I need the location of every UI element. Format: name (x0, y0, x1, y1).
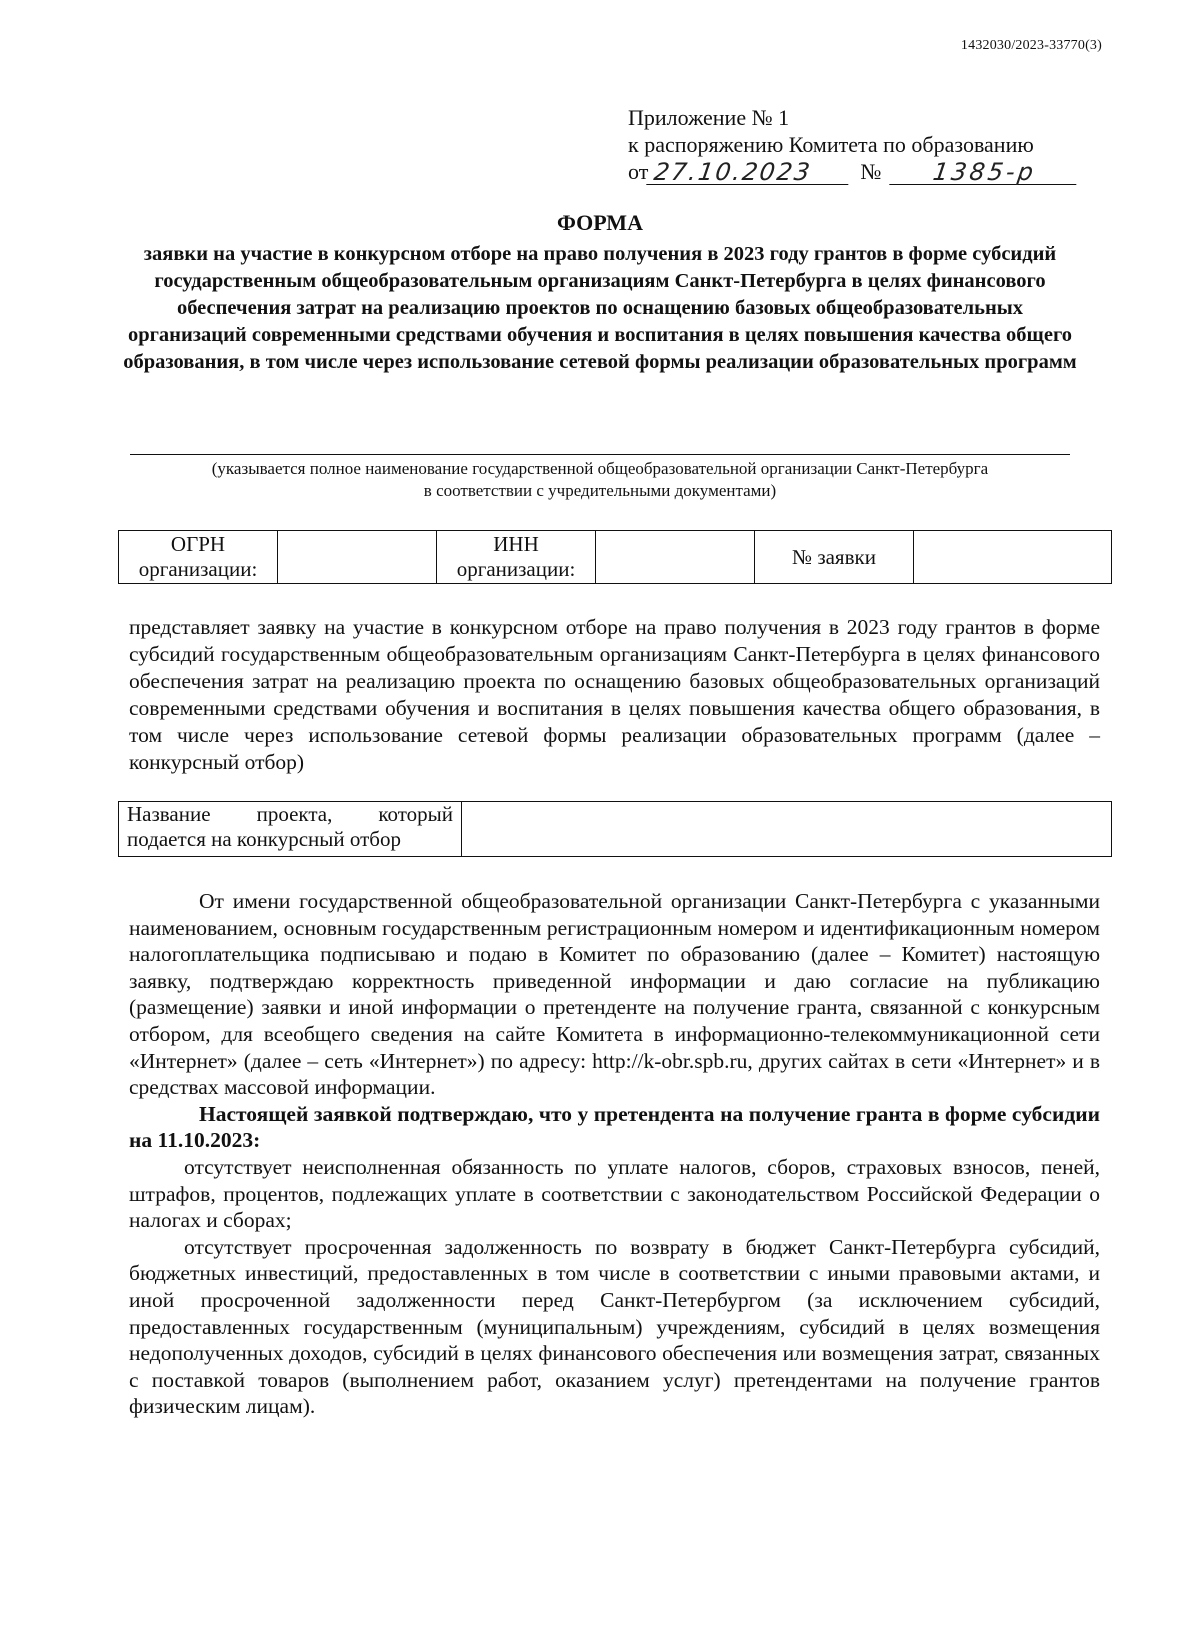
org-name-hint (130, 458, 1070, 502)
table-row (119, 802, 1112, 857)
org-hint-line-1: (указывается полное наименование государственной общеобразовательной организации Санкт-Петербурга (211, 459, 989, 478)
handwritten-date: 27.10.2023 (647, 160, 853, 185)
org-ids-table (118, 530, 1112, 584)
number-sign: № (860, 159, 882, 184)
org-name-field-line (130, 454, 1070, 455)
no-overdue-debt-paragraph: отсутствует просроченная задолженность по возврату в бюджет Санкт-Петербурга субсидий, бюджетных инвестиций, предоставленных в том числе в соответствии с иными правовыми актами, и иной просроченной задолженности перед Санкт-Петербургом (за исключением субсидий, предоставленных государственным (муниципальным) учреждениям, субсидий в целях возмещения недополученных доходов, субсидий в целях финансового обеспечения или возмещения затрат, связанных с поставкой товаров (выполнением работ, оказанием услуг) претендентами на получение грантов физическим лицам). (129, 1234, 1100, 1419)
consent-paragraph: От имени государственной общеобразовательной организации Санкт-Петербурга с указанными наименованием, основным государственным регистрационным номером и идентификационным номером налогоплательщика подписываю и подаю в Комитет по образованию (далее – Комитет) настоящую заявку, подтверждаю корректность приведенной информации и даю согласие на публикацию (размещение) заявки и иной информации о претенденте на получение гранта, связанной с конкурсным отбором, для всеобщего сведения на сайте Комитета в информационно-телекоммуникационной сети «Интернет» (далее – сеть «Интернет») по адресу: http://k-obr.spb.ru, других сайтах в сети «Интернет» и в средствах массовой информации. (129, 889, 1100, 1100)
application-number-cell (914, 531, 1112, 584)
document-id: 1432030/2023-33770(3) (960, 38, 1102, 53)
handwritten-number: 1385-р (890, 160, 1081, 185)
form-subtitle: заявки на участие в конкурсном отборе на право получения в 2023 году грантов в форме субсидий государственным общеобразовательным организациям Санкт-Петербурга в целях финансового обеспечения затрат на реализацию проектов по оснащению базовых общеобразовательных организаций современными средствами обучения и воспитания в целях повышения качества общего образования, в том числе через использование сетевой формы реализации образовательных программ (123, 243, 1077, 373)
ogrn-value-cell (278, 531, 437, 584)
confirmation-heading: Настоящей заявкой подтверждаю, что у претендента на получение гранта в форме субсидии на 11.10.2023: (129, 1101, 1100, 1153)
order-signature-line (628, 158, 1078, 185)
form-title: ФОРМА (557, 210, 643, 235)
org-hint-line-2: в соответствии с учредительными документами) (423, 481, 777, 500)
inn-label: ИНН организации: (437, 531, 596, 584)
inn-value-cell (596, 531, 755, 584)
project-name-label: Название проекта, который подается на конкурсный отбор (119, 802, 462, 857)
project-name-cell (462, 802, 1112, 857)
table-row (119, 531, 1112, 584)
intro-paragraph: представляет заявку на участие в конкурсном отборе на право получения в 2023 году грантов в форме субсидий государственным общеобразовательным организациям Санкт-Петербурга в целях финансового обеспечения затрат на реализацию проекта по оснащению базовых общеобразовательных организаций современными средствами обучения и воспитания в целях повышения качества общего образования, в том числе через использование сетевой формы реализации образовательных программ (далее – конкурсный отбор) (129, 615, 1100, 774)
project-table (118, 801, 1112, 857)
appendix-title: Приложение № 1 (628, 105, 790, 130)
declaration-body (129, 888, 1100, 1420)
from-label: от (628, 159, 649, 184)
application-number-label: № заявки (755, 531, 914, 584)
ogrn-label: ОГРН организации: (119, 531, 278, 584)
no-tax-debt-paragraph: отсутствует неисполненная обязанность по уплате налогов, сборов, страховых взносов, пеней, штрафов, процентов, подлежащих уплате в соответствии с законодательством Российской Федерации о налогах и сборах; (129, 1154, 1100, 1233)
appendix-reference: к распоряжению Комитета по образованию (628, 132, 1034, 157)
appendix-block (628, 104, 1078, 185)
